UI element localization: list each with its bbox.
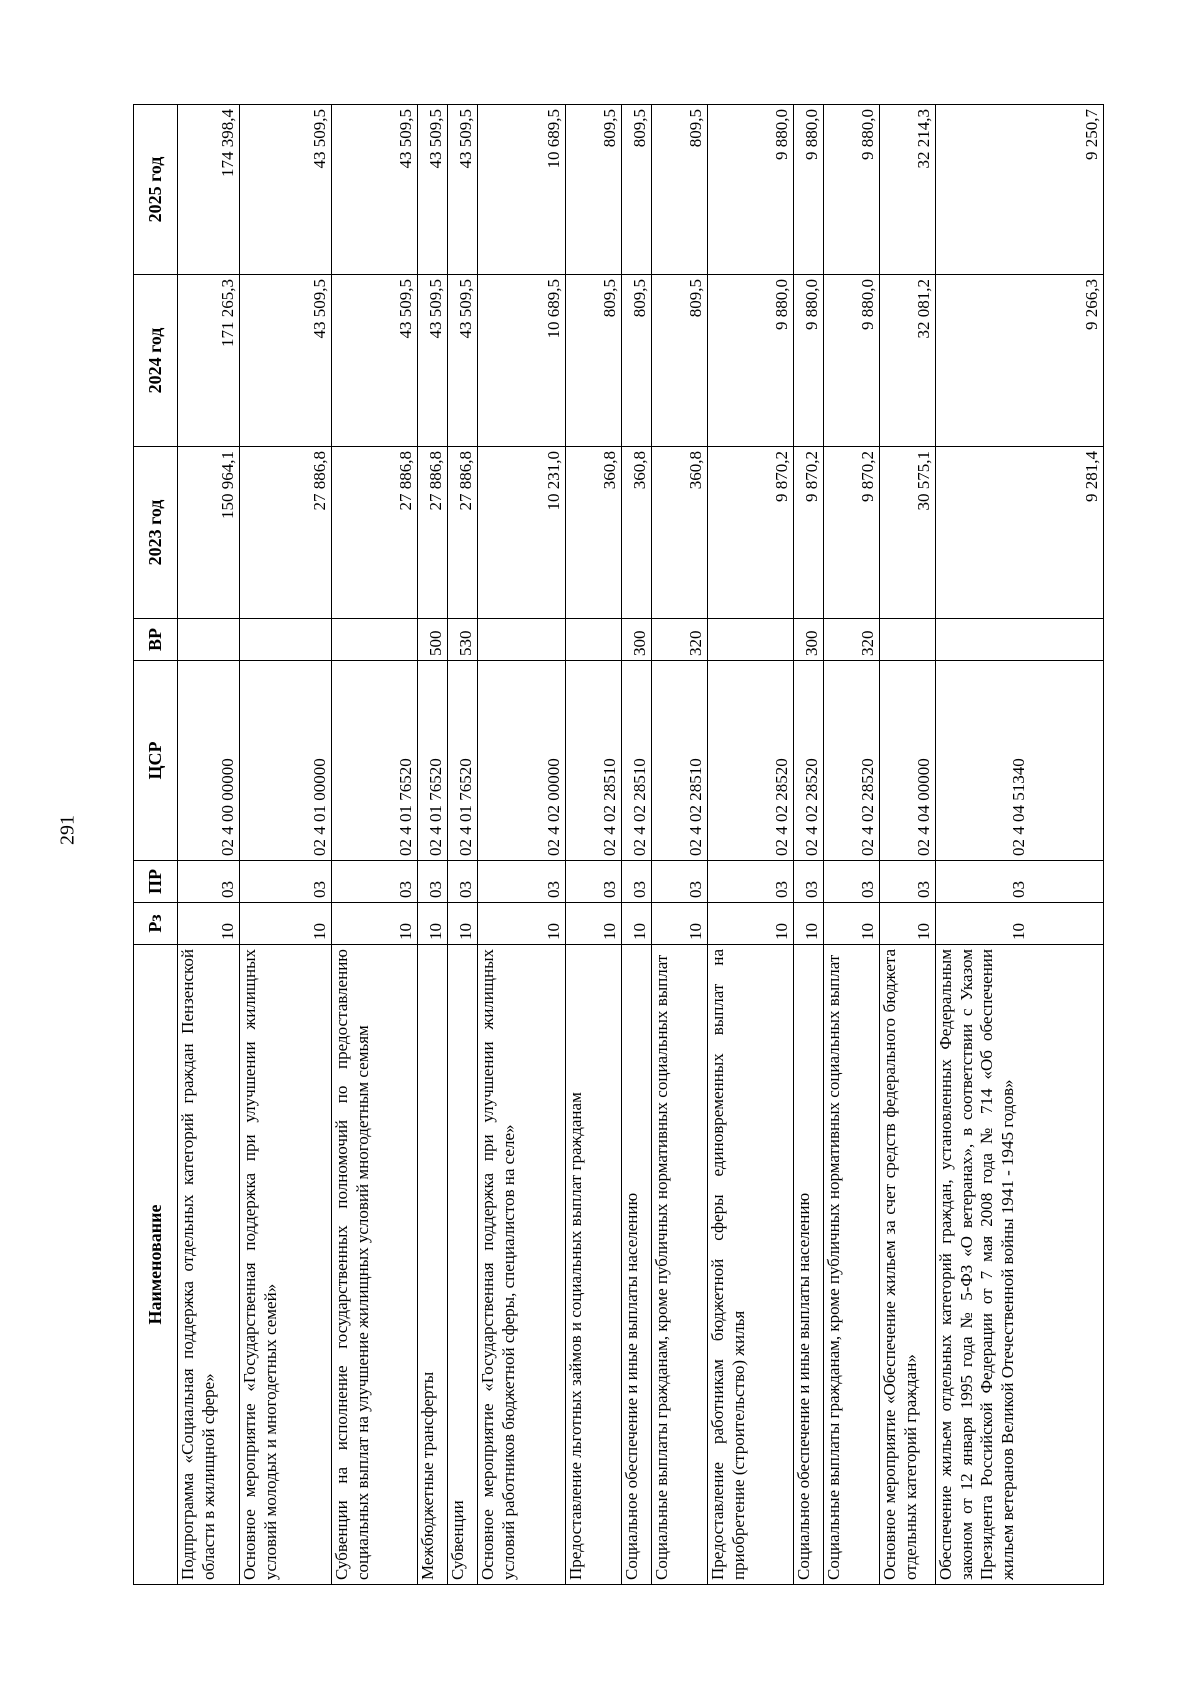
row-2023: 9 281,4 — [936, 447, 1104, 619]
row-2024: 171 265,3 — [178, 275, 240, 447]
row-pr: 03 — [240, 861, 332, 903]
row-csr: 02 4 00 00000 — [178, 661, 240, 861]
row-pr: 03 — [794, 861, 824, 903]
row-vr: 320 — [652, 619, 708, 661]
row-rz: 10 — [478, 903, 566, 945]
row-name: Основное мероприятие «Государственная поддержка при улучшении жилищных условий молодых и многодетных семей» — [240, 945, 332, 1585]
row-rz: 10 — [448, 903, 478, 945]
row-name: Предоставление работникам бюджетной сферы единовременных выплат на приобретение (строительство) жилья — [708, 945, 794, 1585]
row-csr: 02 4 01 76520 — [448, 661, 478, 861]
row-2025: 9 880,0 — [708, 105, 794, 275]
row-vr: 530 — [448, 619, 478, 661]
row-vr — [240, 619, 332, 661]
row-name: Субвенции на исполнение государственных полномочий по предоставлению социальных выплат на улучшение жилищных условий многодетным семьям — [332, 945, 418, 1585]
row-csr: 02 4 02 28510 — [566, 661, 622, 861]
header-pr: ПР — [134, 861, 178, 903]
row-2025: 43 509,5 — [418, 105, 448, 275]
header-csr: ЦСР — [134, 661, 178, 861]
row-name: Социальные выплаты гражданам, кроме публичных нормативных социальных выплат — [824, 945, 880, 1585]
row-rz: 10 — [240, 903, 332, 945]
row-2024: 43 509,5 — [448, 275, 478, 447]
row-vr — [936, 619, 1104, 661]
row-2023: 9 870,2 — [708, 447, 794, 619]
table-row — [652, 105, 708, 1585]
table-row — [332, 105, 418, 1585]
row-2025: 809,5 — [652, 105, 708, 275]
row-2025: 43 509,5 — [240, 105, 332, 275]
header-vr: ВР — [134, 619, 178, 661]
header-rz: Рз — [134, 903, 178, 945]
row-2024: 809,5 — [622, 275, 652, 447]
row-name: Социальные выплаты гражданам, кроме публичных нормативных социальных выплат — [652, 945, 708, 1585]
row-name: Подпрограмма «Социальная поддержка отдельных категорий граждан Пензенской области в жилищной сфере» — [178, 945, 240, 1585]
budget-table — [133, 104, 1104, 1585]
row-vr: 300 — [794, 619, 824, 661]
row-csr: 02 4 02 28520 — [794, 661, 824, 861]
row-2023: 150 964,1 — [178, 447, 240, 619]
header-row — [134, 105, 178, 1585]
row-vr: 500 — [418, 619, 448, 661]
row-2025: 10 689,5 — [478, 105, 566, 275]
row-2025: 43 509,5 — [448, 105, 478, 275]
row-2023: 27 886,8 — [418, 447, 448, 619]
row-2023: 27 886,8 — [240, 447, 332, 619]
row-2023: 10 231,0 — [478, 447, 566, 619]
row-2023: 27 886,8 — [448, 447, 478, 619]
row-2023: 9 870,2 — [794, 447, 824, 619]
row-rz: 10 — [178, 903, 240, 945]
row-csr: 02 4 01 76520 — [332, 661, 418, 861]
row-pr: 03 — [332, 861, 418, 903]
row-csr: 02 4 02 00000 — [478, 661, 566, 861]
row-pr: 03 — [178, 861, 240, 903]
row-2023: 360,8 — [652, 447, 708, 619]
row-2023: 9 870,2 — [824, 447, 880, 619]
row-2025: 9 250,7 — [936, 105, 1104, 275]
page-number: 291 — [56, 815, 79, 845]
row-rz: 10 — [332, 903, 418, 945]
row-2025: 9 880,0 — [824, 105, 880, 275]
table-row — [418, 105, 448, 1585]
row-2023: 360,8 — [622, 447, 652, 619]
row-rz: 10 — [936, 903, 1104, 945]
row-pr: 03 — [478, 861, 566, 903]
row-csr: 02 4 01 76520 — [418, 661, 448, 861]
row-pr: 03 — [448, 861, 478, 903]
table-row — [478, 105, 566, 1585]
row-2025: 809,5 — [622, 105, 652, 275]
row-rz: 10 — [652, 903, 708, 945]
row-name: Субвенции — [448, 945, 478, 1585]
row-pr: 03 — [652, 861, 708, 903]
row-pr: 03 — [708, 861, 794, 903]
header-name: Наименование — [134, 945, 178, 1585]
header-2024: 2024 год — [134, 275, 178, 447]
row-2024: 9 880,0 — [794, 275, 824, 447]
row-vr — [178, 619, 240, 661]
row-2023: 360,8 — [566, 447, 622, 619]
header-2023: 2023 год — [134, 447, 178, 619]
row-2024: 43 509,5 — [418, 275, 448, 447]
table-row — [622, 105, 652, 1585]
row-csr: 02 4 02 28520 — [708, 661, 794, 861]
table-row — [448, 105, 478, 1585]
row-rz: 10 — [880, 903, 936, 945]
table-row — [824, 105, 880, 1585]
row-vr — [880, 619, 936, 661]
row-csr: 02 4 02 28510 — [622, 661, 652, 861]
row-pr: 03 — [622, 861, 652, 903]
row-rz: 10 — [708, 903, 794, 945]
row-2024: 10 689,5 — [478, 275, 566, 447]
row-2025: 43 509,5 — [332, 105, 418, 275]
row-vr — [478, 619, 566, 661]
row-rz: 10 — [824, 903, 880, 945]
row-pr: 03 — [936, 861, 1104, 903]
row-csr: 02 4 04 51340 — [936, 661, 1104, 861]
row-2024: 9 880,0 — [824, 275, 880, 447]
table-row — [240, 105, 332, 1585]
row-rz: 10 — [794, 903, 824, 945]
table-row — [794, 105, 824, 1585]
row-pr: 03 — [566, 861, 622, 903]
table-row — [178, 105, 240, 1585]
rotated-page-content — [133, 105, 1102, 1585]
row-name: Основное мероприятие «Государственная поддержка при улучшении жилищных условий работников бюджетной сферы, специалистов на селе» — [478, 945, 566, 1585]
row-rz: 10 — [566, 903, 622, 945]
row-csr: 02 4 04 00000 — [880, 661, 936, 861]
table-row — [936, 105, 1104, 1585]
table-row — [566, 105, 622, 1585]
row-name: Обеспечение жильем отдельных категорий граждан, установленных Федеральным законом от 12 января 1995 года № 5-ФЗ «О ветеранах», в соответствии с Указом Президента Российской Федерации от 7 мая 2008 года № 714 «Об обеспечении жильем ветеранов Великой Отечественной войны 1941 - 1945 годов» — [936, 945, 1104, 1585]
row-vr: 320 — [824, 619, 880, 661]
row-2025: 809,5 — [566, 105, 622, 275]
row-pr: 03 — [880, 861, 936, 903]
row-rz: 10 — [418, 903, 448, 945]
row-2024: 43 509,5 — [240, 275, 332, 447]
row-vr: 300 — [622, 619, 652, 661]
header-2025: 2025 год — [134, 105, 178, 275]
row-name: Межбюджетные трансферты — [418, 945, 448, 1585]
row-pr: 03 — [824, 861, 880, 903]
row-2024: 32 081,2 — [880, 275, 936, 447]
row-name: Основное мероприятие «Обеспечение жильем за счет средств федерального бюджета отдельных категорий граждан» — [880, 945, 936, 1585]
row-2025: 174 398,4 — [178, 105, 240, 275]
row-pr: 03 — [418, 861, 448, 903]
row-2025: 9 880,0 — [794, 105, 824, 275]
row-2024: 43 509,5 — [332, 275, 418, 447]
row-rz: 10 — [622, 903, 652, 945]
table-row — [708, 105, 794, 1585]
row-vr — [566, 619, 622, 661]
row-2024: 809,5 — [652, 275, 708, 447]
row-2024: 9 880,0 — [708, 275, 794, 447]
row-name: Предоставление льготных займов и социальных выплат гражданам — [566, 945, 622, 1585]
row-csr: 02 4 02 28520 — [824, 661, 880, 861]
row-csr: 02 4 01 00000 — [240, 661, 332, 861]
row-vr — [708, 619, 794, 661]
row-csr: 02 4 02 28510 — [652, 661, 708, 861]
row-2023: 30 575,1 — [880, 447, 936, 619]
row-name: Социальное обеспечение и иные выплаты населению — [622, 945, 652, 1585]
row-2023: 27 886,8 — [332, 447, 418, 619]
table-row — [880, 105, 936, 1585]
row-2024: 9 266,3 — [936, 275, 1104, 447]
row-name: Социальное обеспечение и иные выплаты населению — [794, 945, 824, 1585]
row-2025: 32 214,3 — [880, 105, 936, 275]
row-vr — [332, 619, 418, 661]
row-2024: 809,5 — [566, 275, 622, 447]
